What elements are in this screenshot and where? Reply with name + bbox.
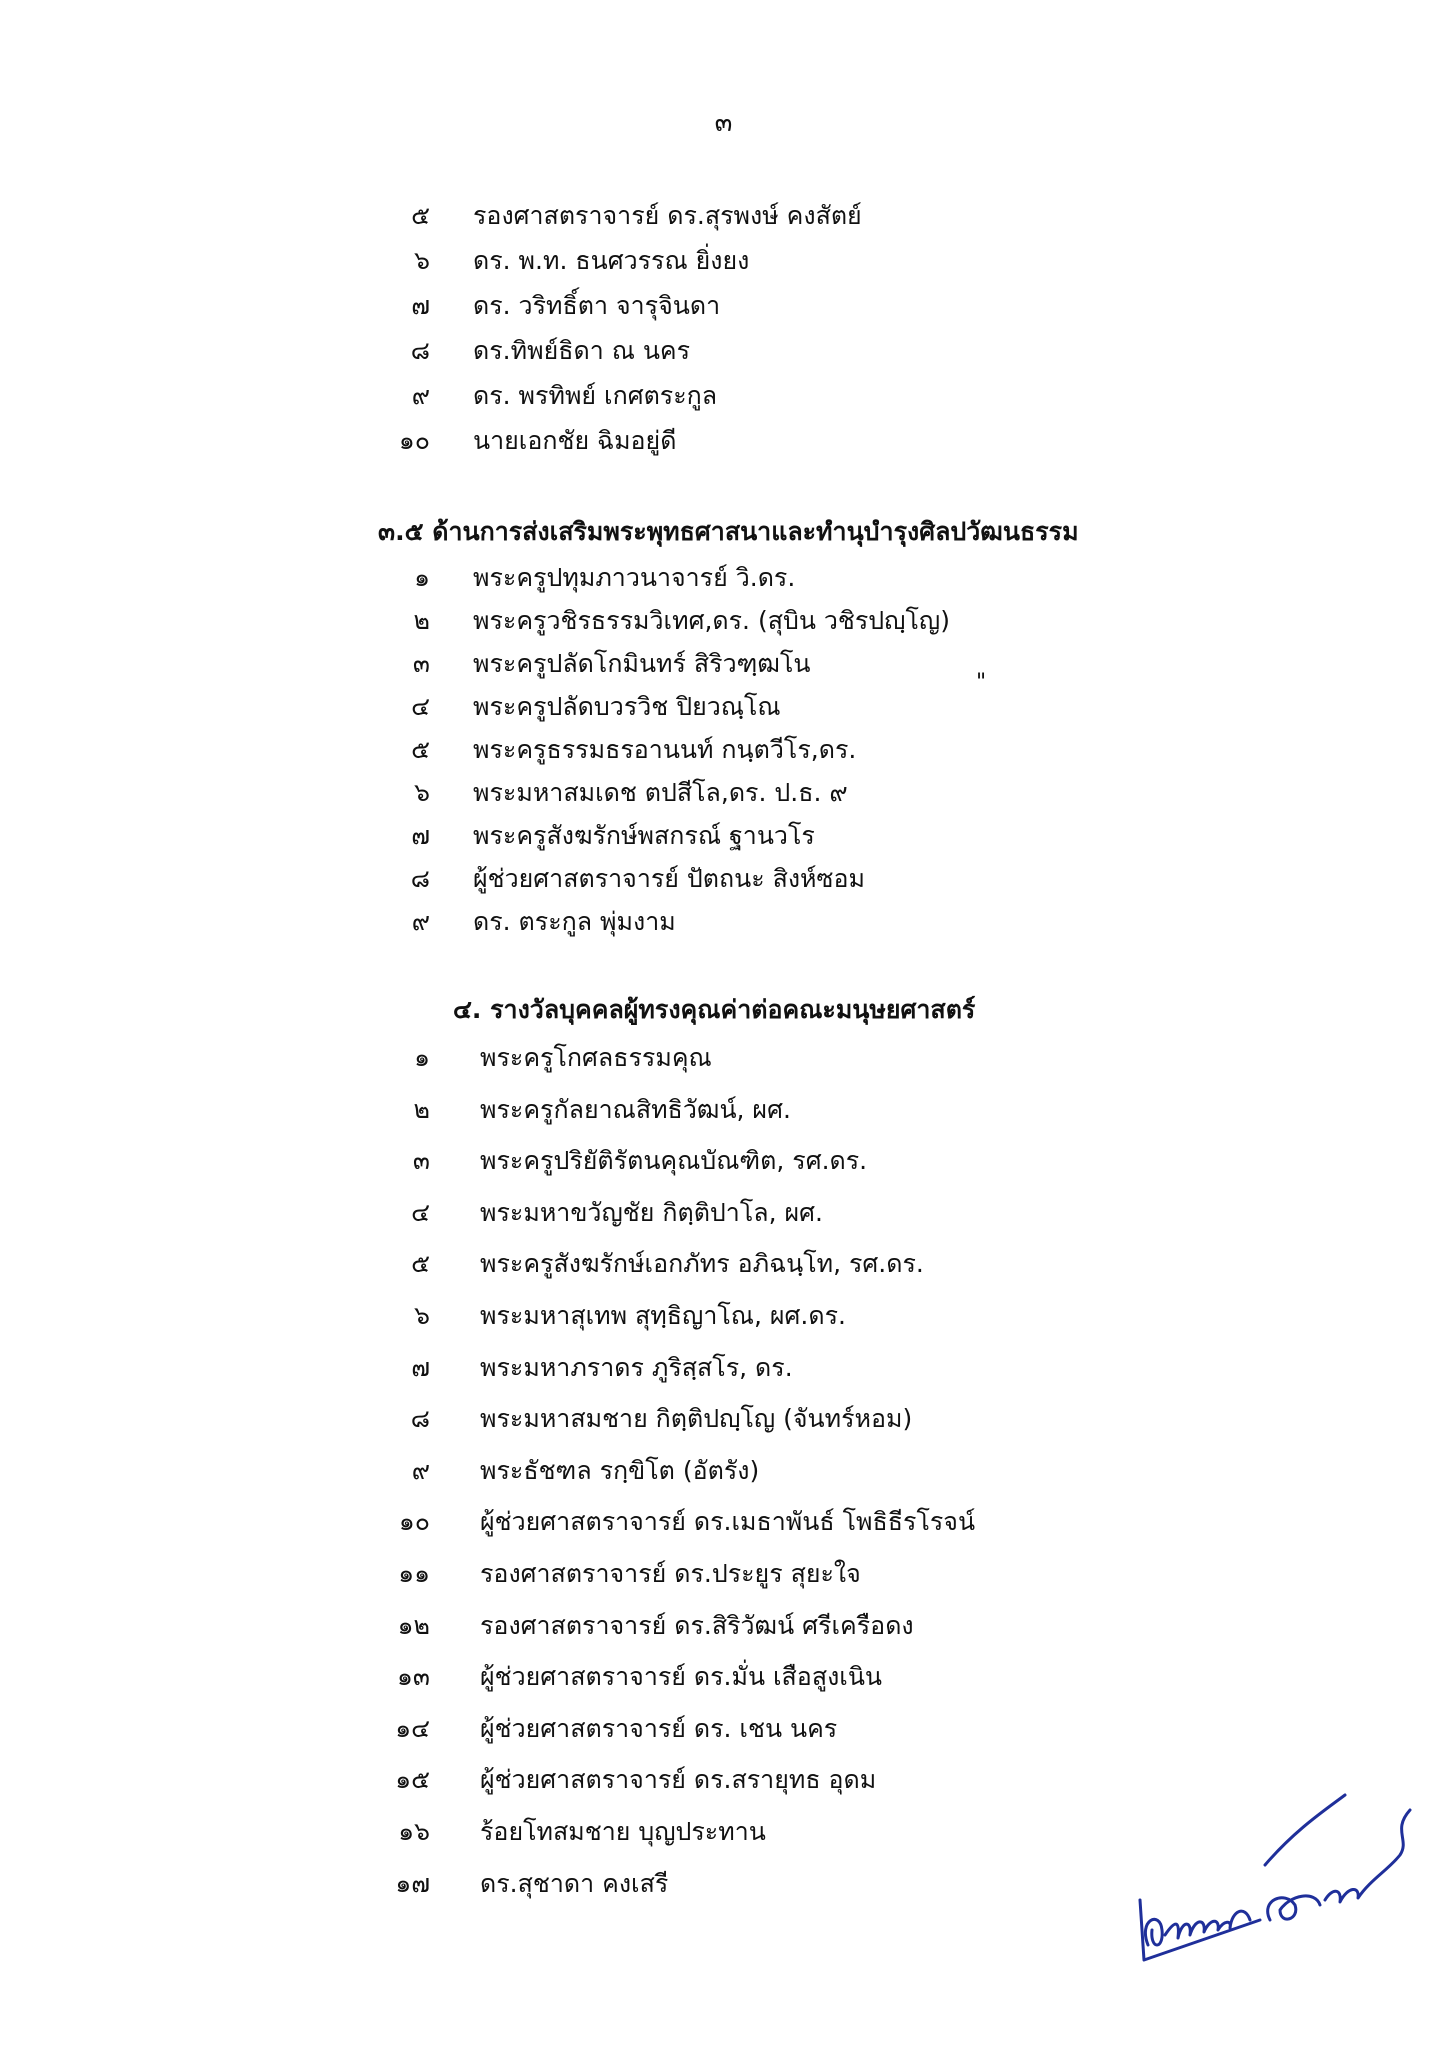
item-text: ดร.สุชาดา คงเสรี (480, 1868, 669, 1898)
item-number: ๘ (410, 1404, 430, 1434)
item-number: ๑๗ (395, 1868, 430, 1898)
item-number: ๔ (411, 692, 430, 721)
item-number: ๕ (411, 201, 430, 230)
item-text: ผู้ช่วยศาสตราจารย์ ดร.เมธาพันธ์ โพธิธีรโรจน์ (480, 1507, 976, 1537)
item-text: ดร. วริทธิ์ตา จารุจินดา (473, 291, 721, 320)
item-text: พระมหาภราดร ภูริสฺสโร, ดร. (480, 1352, 793, 1382)
section-3-5-heading: ๓.๕ ด้านการส่งเสริมพระพุทธศาสนาและทำนุบำรุงศิลปวัฒนธรรม (378, 517, 1079, 546)
item-text: พระมหาขวัญชัย กิตฺติปาโล, ผศ. (480, 1197, 823, 1227)
item-number: ๗ (411, 1352, 430, 1382)
item-text: ผู้ช่วยศาสตราจารย์ ดร.สรายุทธ อุดม (480, 1765, 877, 1795)
item-number: ๘ (410, 336, 430, 365)
item-number: ๑ (414, 563, 430, 592)
item-text: ผู้ช่วยศาสตราจารย์ ดร. เชน นคร (480, 1713, 838, 1743)
item-number: ๑๕ (395, 1765, 430, 1795)
item-text: ดร. พ.ท. ธนศวรรณ ยิ่งยง (473, 246, 750, 275)
item-text: ดร. พรทิพย์ เกศตระกูล (473, 381, 718, 410)
item-number: ๖ (414, 246, 430, 275)
item-number: ๒ (413, 606, 430, 635)
item-text: พระครูโกศลธรรมคุณ (480, 1043, 712, 1072)
item-number: ๘ (410, 864, 430, 893)
item-text: รองศาสตราจารย์ ดร.สุรพงษ์ คงสัตย์ (473, 201, 862, 230)
item-number: ๕ (411, 1249, 430, 1279)
item-number: ๔ (411, 1197, 430, 1227)
item-number: ๑๑ (398, 1559, 430, 1588)
item-text: พระครูวชิรธรรมวิเทศ,ดร. (สุบิน วชิรปญฺโญ) (473, 606, 950, 635)
item-text: พระครูสังฆรักษ์พสกรณ์ ฐานวโร (473, 821, 815, 850)
item-number: ๕ (411, 735, 430, 764)
section-4-heading: ๔. รางวัลบุคคลผู้ทรงคุณค่าต่อคณะมนุษยศาสตร์ (453, 995, 976, 1024)
item-text: ผู้ช่วยศาสตราจารย์ ปัตถนะ สิงห์ซอม (473, 864, 865, 893)
item-number: ๓ (412, 649, 430, 678)
item-number: ๙ (411, 381, 430, 410)
item-number: ๖ (414, 1301, 430, 1330)
page-number: ๓ (714, 108, 733, 138)
item-number: ๑๖ (398, 1817, 430, 1846)
item-text: พระธัชฑล รกฺขิโต (อัตรัง) (480, 1455, 760, 1485)
item-number: ๙ (411, 907, 430, 936)
item-text: ดร. ตระกูล พุ่มงาม (473, 907, 676, 936)
item-text: พระครูธรรมธรอานนท์ กนฺตวีโร,ดร. (473, 735, 857, 764)
item-number: ๑๓ (397, 1662, 430, 1692)
item-number: ๑๔ (395, 1713, 430, 1743)
item-text: พระครูสังฆรักษ์เอกภัทร อภิฉนฺโท, รศ.ดร. (480, 1249, 924, 1279)
item-text: ดร.ทิพย์ธิดา ณ นคร (473, 336, 691, 365)
item-text: พระมหาสุเทพ สุทฺธิญาโณ, ผศ.ดร. (480, 1301, 846, 1330)
signature (1120, 1770, 1420, 1970)
item-text: ผู้ช่วยศาสตราจารย์ ดร.มั่น เสือสูงเนิน (480, 1662, 883, 1692)
item-text: พระมหาสมเดช ตปสีโล,ดร. ป.ธ. ๙ (473, 778, 848, 807)
item-number: ๗ (411, 291, 430, 320)
item-number: ๙ (411, 1455, 430, 1485)
item-number: ๑๒ (397, 1610, 430, 1640)
item-text: ร้อยโทสมชาย บุญประทาน (480, 1817, 766, 1846)
item-number: ๒ (413, 1094, 430, 1124)
item-number: ๑ (414, 1043, 430, 1072)
item-number: ๗ (411, 821, 430, 850)
item-text: พระครูปลัดโกมินทร์ สิริวฑฺฒโน (473, 649, 811, 678)
item-number: ๑๐ (398, 426, 430, 455)
ditto-mark: " (976, 670, 987, 695)
item-number: ๖ (414, 778, 430, 807)
item-text: พระครูปทุมภาวนาจารย์ วิ.ดร. (473, 563, 796, 592)
item-text: พระครูกัลยาณสิทธิวัฒน์, ผศ. (480, 1094, 791, 1124)
item-text: รองศาสตราจารย์ ดร.ประยูร สุยะใจ (480, 1559, 861, 1588)
item-text: นายเอกชัย ฉิมอยู่ดี (473, 426, 677, 455)
item-text: รองศาสตราจารย์ ดร.สิริวัฒน์ ศรีเครือดง (480, 1610, 914, 1640)
item-number: ๓ (412, 1146, 430, 1176)
item-text: พระครูปริยัติรัตนคุณบัณฑิต, รศ.ดร. (480, 1146, 868, 1176)
item-number: ๑๐ (398, 1507, 430, 1537)
item-text: พระมหาสมชาย กิตฺติปญฺโญ (จันทร์หอม) (480, 1404, 913, 1434)
item-text: พระครูปลัดบวรวิช ปิยวณฺโณ (473, 692, 781, 721)
